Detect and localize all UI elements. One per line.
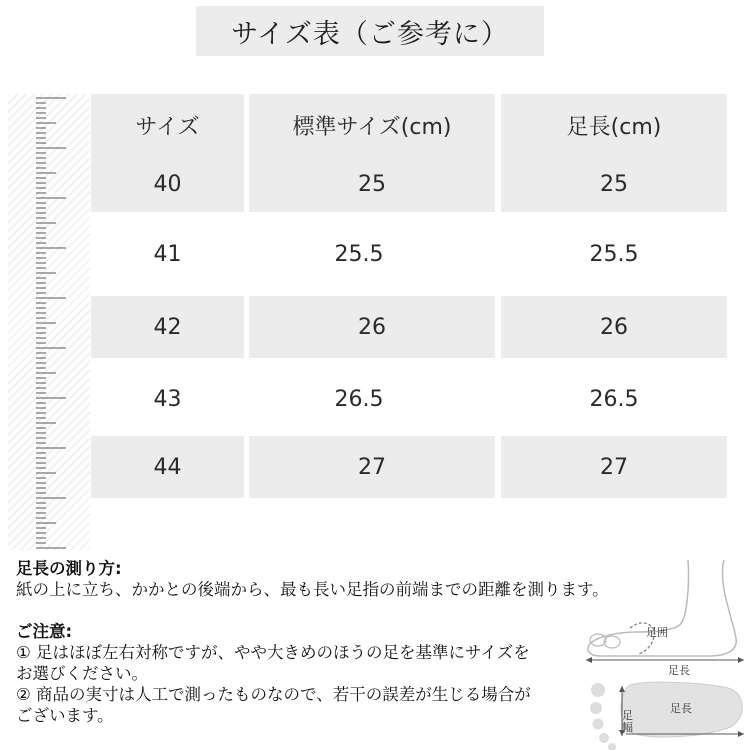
table-cell [501, 156, 727, 212]
girth-label: 足囲 [646, 626, 668, 639]
cell-value: 25.5 [334, 241, 384, 267]
cell-value: 27 [600, 454, 628, 480]
header-label-foot-length: 足長(cm) [566, 114, 662, 140]
table-cell [91, 296, 244, 358]
ruler-decoration [8, 94, 90, 550]
table-cell [91, 222, 244, 286]
table-cell [501, 296, 727, 358]
cell-value: 25.5 [589, 241, 639, 267]
caution-1-line1: ① 足はほぼ左右対称ですが、やや大きめのほうの足を基準にサイズを [16, 643, 530, 662]
table-cell [249, 222, 469, 286]
caution-heading: ご注意: [16, 622, 73, 641]
side-length-label: 足長 [668, 664, 690, 677]
header-label-size: サイズ [135, 114, 200, 140]
table-cell [91, 436, 244, 498]
cell-value: 41 [153, 241, 182, 267]
cell-value: 26.5 [589, 386, 639, 412]
cell-value: 40 [153, 171, 182, 197]
table-cell [249, 368, 469, 430]
header-cell-standard-size [249, 94, 495, 156]
ruler-ticks [8, 94, 90, 550]
header-cell-foot-length [501, 94, 727, 156]
caution-1-line2: お選びください。 [16, 664, 148, 683]
cell-value: 26.5 [334, 386, 384, 412]
cell-value: 26 [600, 314, 628, 340]
measure-heading: 足長の測り方: [16, 559, 122, 578]
cell-value: 26 [358, 314, 386, 340]
cell-value: 44 [153, 454, 182, 480]
table-cell [249, 296, 495, 358]
table-cell [501, 436, 727, 498]
table-cell [501, 368, 727, 430]
measure-text: 紙の上に立ち、かかとの後端から、最も長い足指の前端までの距離を測ります。 [16, 580, 609, 599]
foot-illustration [578, 560, 750, 750]
header-cell-size [91, 94, 244, 156]
table-cell [501, 222, 727, 286]
cell-value: 25 [358, 171, 386, 197]
table-cell [91, 156, 244, 212]
table-cell [249, 156, 495, 212]
cell-value: 43 [153, 386, 182, 412]
title-banner [196, 6, 544, 56]
page-title: サイズ表（ご参考に） [231, 18, 509, 50]
table-cell [91, 368, 244, 430]
sole-length-label: 足長 [670, 702, 692, 715]
table-cell [249, 436, 495, 498]
cell-value: 25 [600, 171, 628, 197]
caution-2-line1: ② 商品の実寸は人工で測ったものなので、若干の誤差が生じる場合が [16, 685, 531, 704]
width-label: 足幅 [622, 709, 633, 734]
header-label-standard-size: 標準サイズ(cm) [292, 114, 452, 140]
cell-value: 42 [153, 314, 182, 340]
caution-2-line2: ございます。 [16, 706, 114, 725]
measurement-notes [16, 558, 636, 726]
foot-measure-diagram [578, 560, 750, 750]
cell-value: 27 [358, 454, 386, 480]
